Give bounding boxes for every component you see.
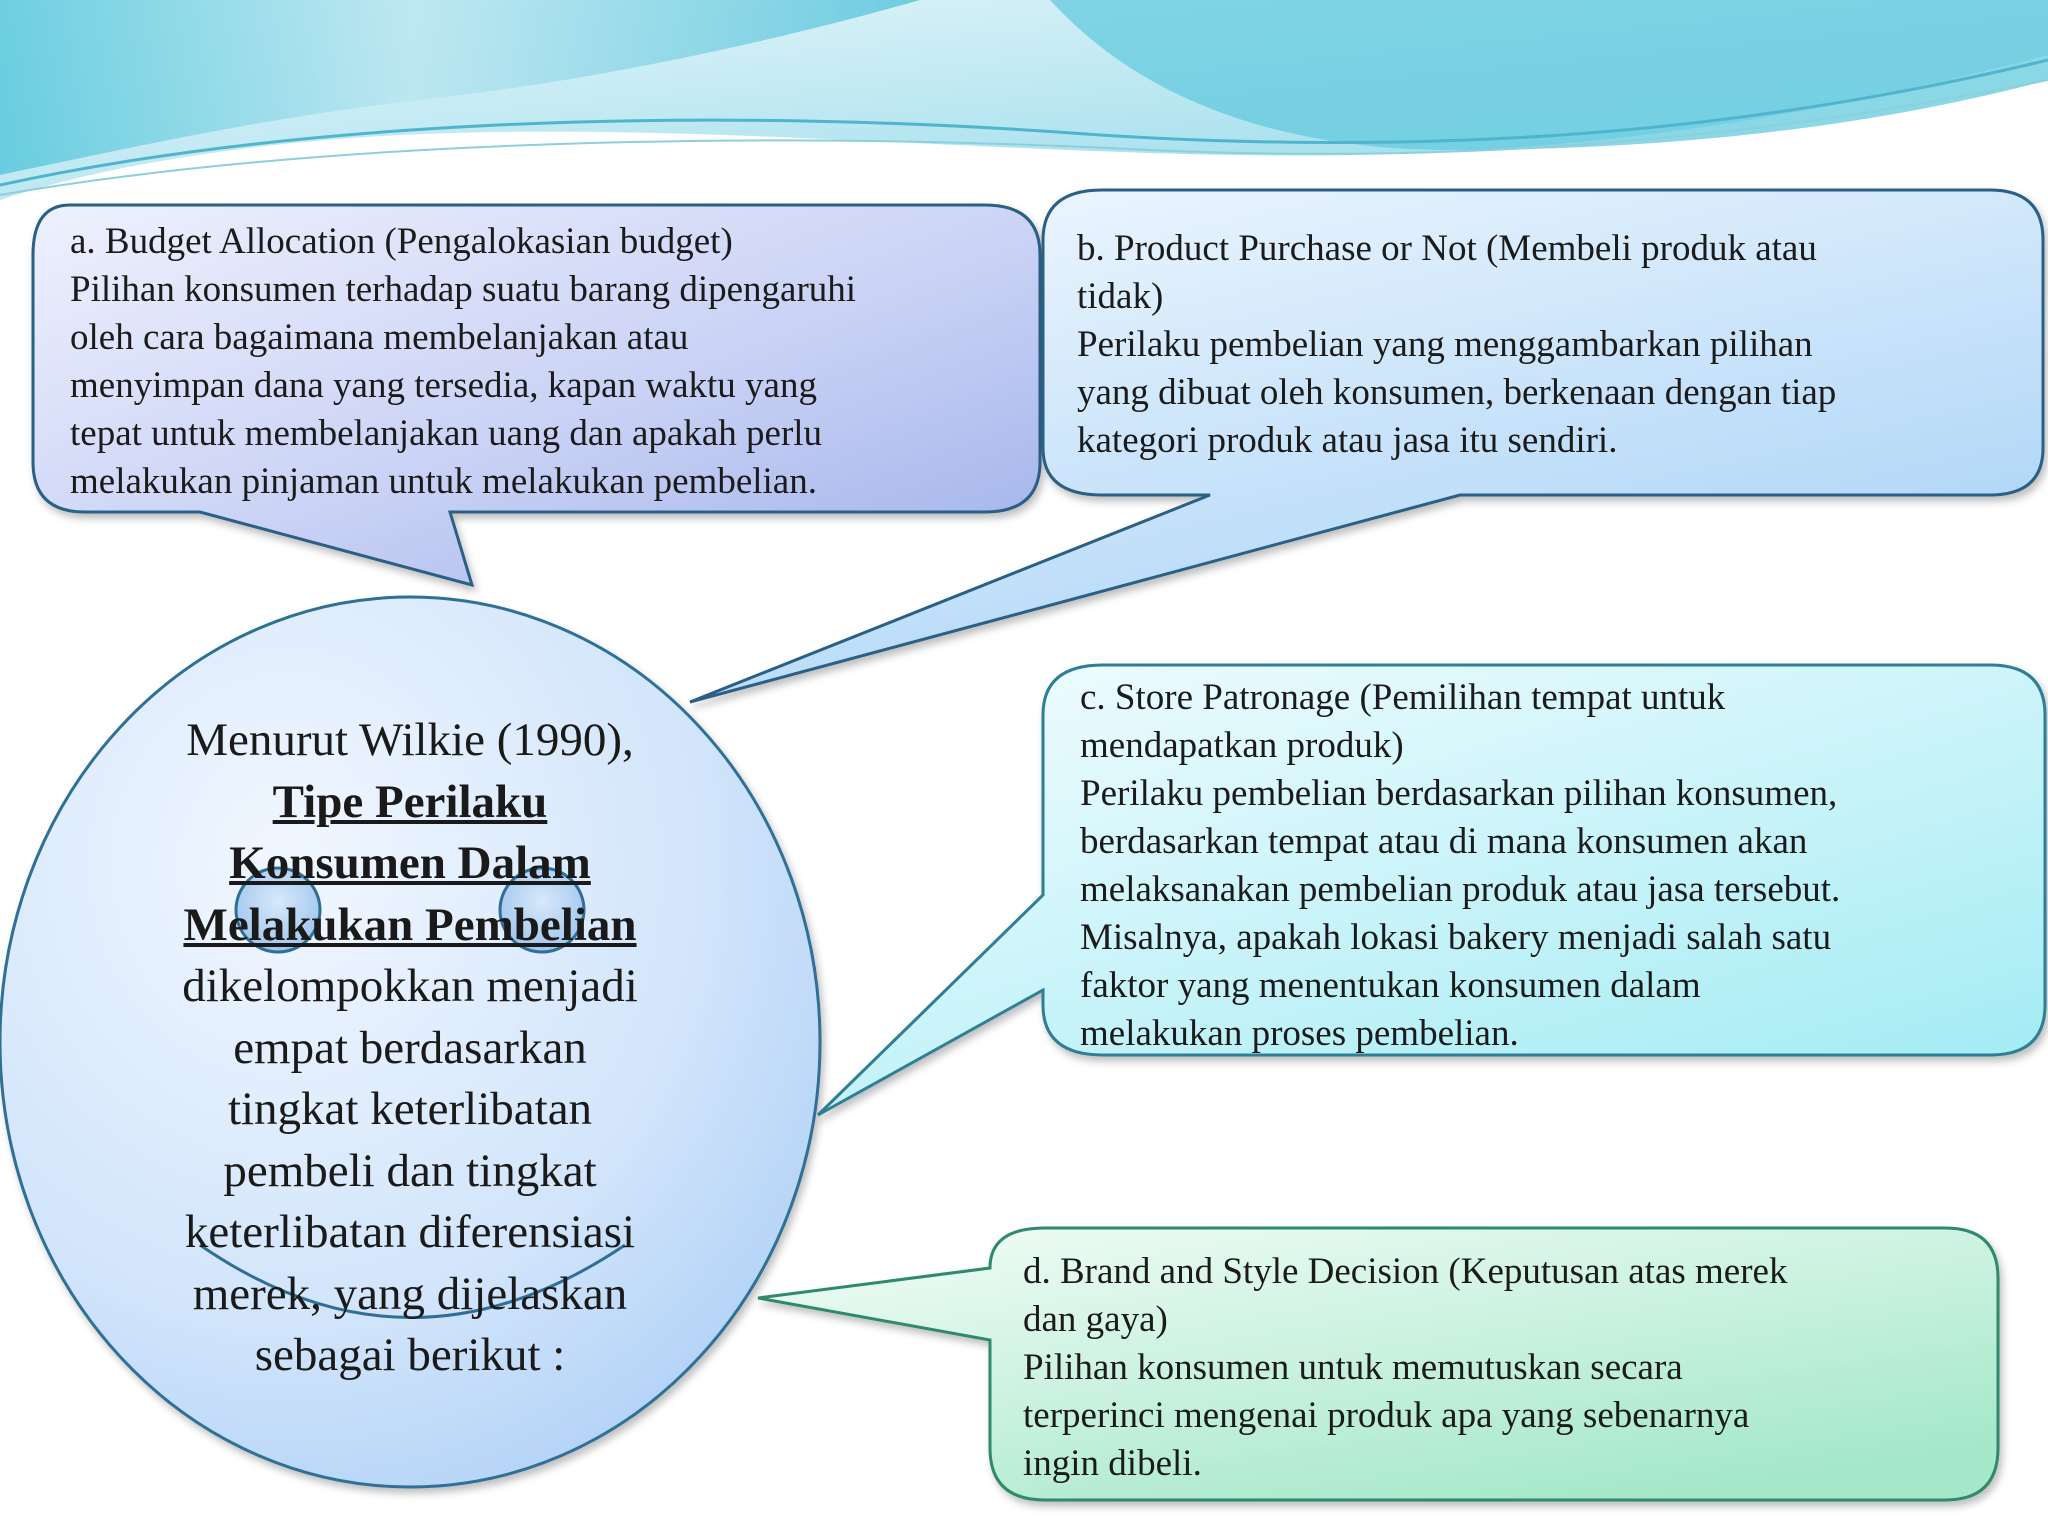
bubble-a-title: a. Budget Allocation (Pengalokasian budget)	[70, 221, 733, 262]
bubble-a-line: oleh cara bagaimana membelanjakan atau	[70, 317, 689, 358]
center-line: keterlibatan diferensiasi	[184, 1206, 636, 1258]
center-line: sebagai berikut :	[254, 1329, 566, 1381]
bubble-a	[70, 218, 856, 506]
bubble-d-title-cont: dan gaya)	[1023, 1299, 1168, 1340]
center-line: empat berdasarkan	[233, 1021, 587, 1074]
bubble-c-title: c. Store Patronage (Pemilihan tempat untuk	[1080, 677, 1726, 718]
bubble-a-line: melakukan pinjaman untuk melakukan pembelian.	[70, 461, 817, 502]
bubble-a-line: tepat untuk membelanjakan uang dan apakah perlu	[70, 413, 823, 454]
bubble-b	[1077, 225, 1836, 465]
bubble-c-line: melakukan proses pembelian.	[1080, 1013, 1519, 1054]
bubble-b-line: kategori produk atau jasa itu sendiri.	[1077, 420, 1618, 461]
center-line: dikelompokkan menjadi	[182, 960, 638, 1012]
center-line: Menurut Wilkie (1990),	[186, 714, 634, 766]
bubble-b-title-cont: tidak)	[1077, 276, 1164, 317]
bubble-c-line: faktor yang menentukan konsumen dalam	[1080, 965, 1701, 1006]
bubble-b-line: yang dibuat oleh konsumen, berkenaan dengan tiap	[1077, 372, 1837, 413]
center-line: pembeli dan tingkat	[223, 1144, 597, 1197]
bubble-c-line: Perilaku pembelian berdasarkan pilihan konsumen,	[1080, 773, 1838, 814]
center-text	[120, 710, 700, 1387]
center-heading-line: Tipe Perilaku	[272, 775, 548, 828]
bubble-d-line: ingin dibeli.	[1023, 1443, 1202, 1484]
bubble-d-line: terperinci mengenai produk apa yang sebenarnya	[1023, 1395, 1750, 1436]
bubble-b-line: Perilaku pembelian yang menggambarkan pilihan	[1077, 324, 1813, 365]
header-wave	[0, 0, 2048, 200]
center-heading-line: Konsumen Dalam	[229, 837, 591, 889]
bubble-d	[1023, 1248, 1787, 1488]
center-line: tingkat keterlibatan	[227, 1083, 593, 1135]
bubble-b-title: b. Product Purchase or Not (Membeli produk atau	[1077, 228, 1817, 269]
bubble-c	[1080, 674, 1840, 1058]
center-heading-line: Melakukan Pembelian	[183, 898, 637, 951]
bubble-c-title-cont: mendapatkan produk)	[1080, 725, 1404, 766]
bubble-c-line: berdasarkan tempat atau di mana konsumen akan	[1080, 821, 1808, 862]
bubble-a-line: Pilihan konsumen terhadap suatu barang dipengaruhi	[70, 269, 857, 310]
bubble-d-title: d. Brand and Style Decision (Keputusan atas merek	[1023, 1251, 1788, 1292]
bubble-c-line: Misalnya, apakah lokasi bakery menjadi salah satu	[1080, 917, 1832, 958]
bubble-d-line: Pilihan konsumen untuk memutuskan secara	[1023, 1347, 1683, 1388]
bubble-a-line: menyimpan dana yang tersedia, kapan waktu yang	[70, 365, 817, 406]
center-line: merek, yang dijelaskan	[192, 1267, 628, 1320]
bubble-c-line: melaksanakan pembelian produk atau jasa tersebut.	[1080, 869, 1841, 910]
